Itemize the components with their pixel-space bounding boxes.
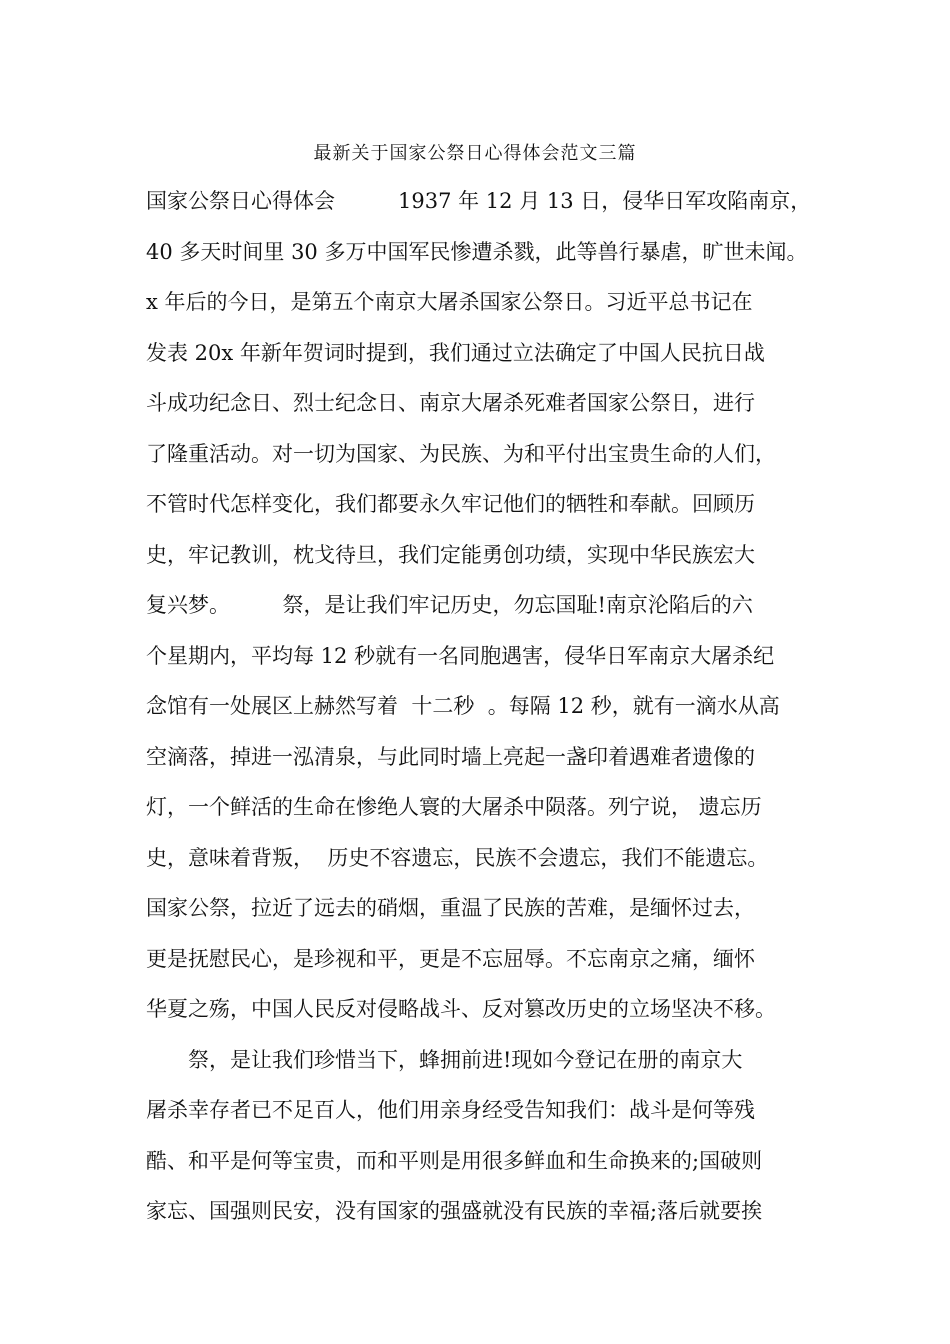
body-text-line: 复兴梦。 祭，是让我们牢记历史，勿忘国耻!南京沦陷后的六	[146, 593, 753, 617]
body-text-line: 个星期内，平均每 12 秒就有一名同胞遇害，侵华日军南京大屠杀纪	[146, 643, 775, 668]
body-text-line: 灯，一个鲜活的生命在惨绝人寰的大屠杀中陨落。列宁说， 遗忘历	[146, 795, 762, 819]
body-text-line: 斗成功纪念日、烈士纪念日、南京大屠杀死难者国家公祭日，进行	[146, 391, 755, 415]
body-text-line: 史，意味着背叛， 历史不容遗忘，民族不会遗忘，我们不能遗忘。	[146, 845, 769, 870]
body-text-line: 家忘、国强则民安，没有国家的强盛就没有民族的幸福;落后就要挨	[146, 1199, 763, 1223]
document-title: 最新关于国家公祭日心得体会范文三篇	[313, 143, 637, 164]
body-text-line: 华夏之殇，中国人民反对侵略战斗、反对篡改历史的立场坚决不移。	[146, 997, 776, 1021]
body-text-line: 酷、和平是何等宝贵，而和平则是用很多鲜血和生命换来的;国破则	[146, 1148, 763, 1173]
body-text-line: 国家公祭，拉近了远去的硝烟，重温了民族的苦难，是缅怀过去，	[146, 896, 755, 920]
body-text-line: 史，牢记教训，枕戈待旦，我们定能勇创功绩，实现中华民族宏大	[146, 542, 755, 567]
body-text-line: 发表 20x 年新年贺词时提到，我们通过立法确定了中国人民抗日战	[146, 340, 765, 365]
body-text-line: 祭，是让我们珍惜当下，蜂拥前进!现如今登记在册的南京大	[146, 1047, 743, 1072]
body-text-line: 更是抚慰民心，是珍视和平，更是不忘屈辱。不忘南京之痛，缅怀	[146, 946, 755, 971]
body-text-line: x 年后的今日，是第五个南京大屠杀国家公祭日。习近平总书记在	[146, 290, 753, 314]
body-text-line: 国家公祭日心得体会 1937 年 12 月 13 日，侵华日军攻陷南京，	[146, 189, 812, 213]
body-text-line: 念馆有一处展区上赫然写着 十二秒 。每隔 12 秒，就有一滴水从高	[146, 694, 780, 718]
body-text-line: 40 多天时间里 30 多万中国军民惨遭杀戮，此等兽行暴虐，旷世未闻。	[146, 239, 808, 264]
document-body	[146, 184, 836, 1245]
body-text-line: 不管时代怎样变化，我们都要永久牢记他们的牺牲和奉献。回顾历	[146, 492, 755, 516]
body-text-line: 了隆重活动。对一切为国家、为民族、为和平付出宝贵生命的人们，	[146, 441, 776, 466]
body-text-line: 屠杀幸存者已不足百人，他们用亲身经受告知我们：战斗是何等残	[146, 1098, 755, 1122]
body-text-line: 空滴落，掉进一泓清泉，与此同时墙上亮起一盏印着遇难者遗像的	[146, 744, 755, 769]
